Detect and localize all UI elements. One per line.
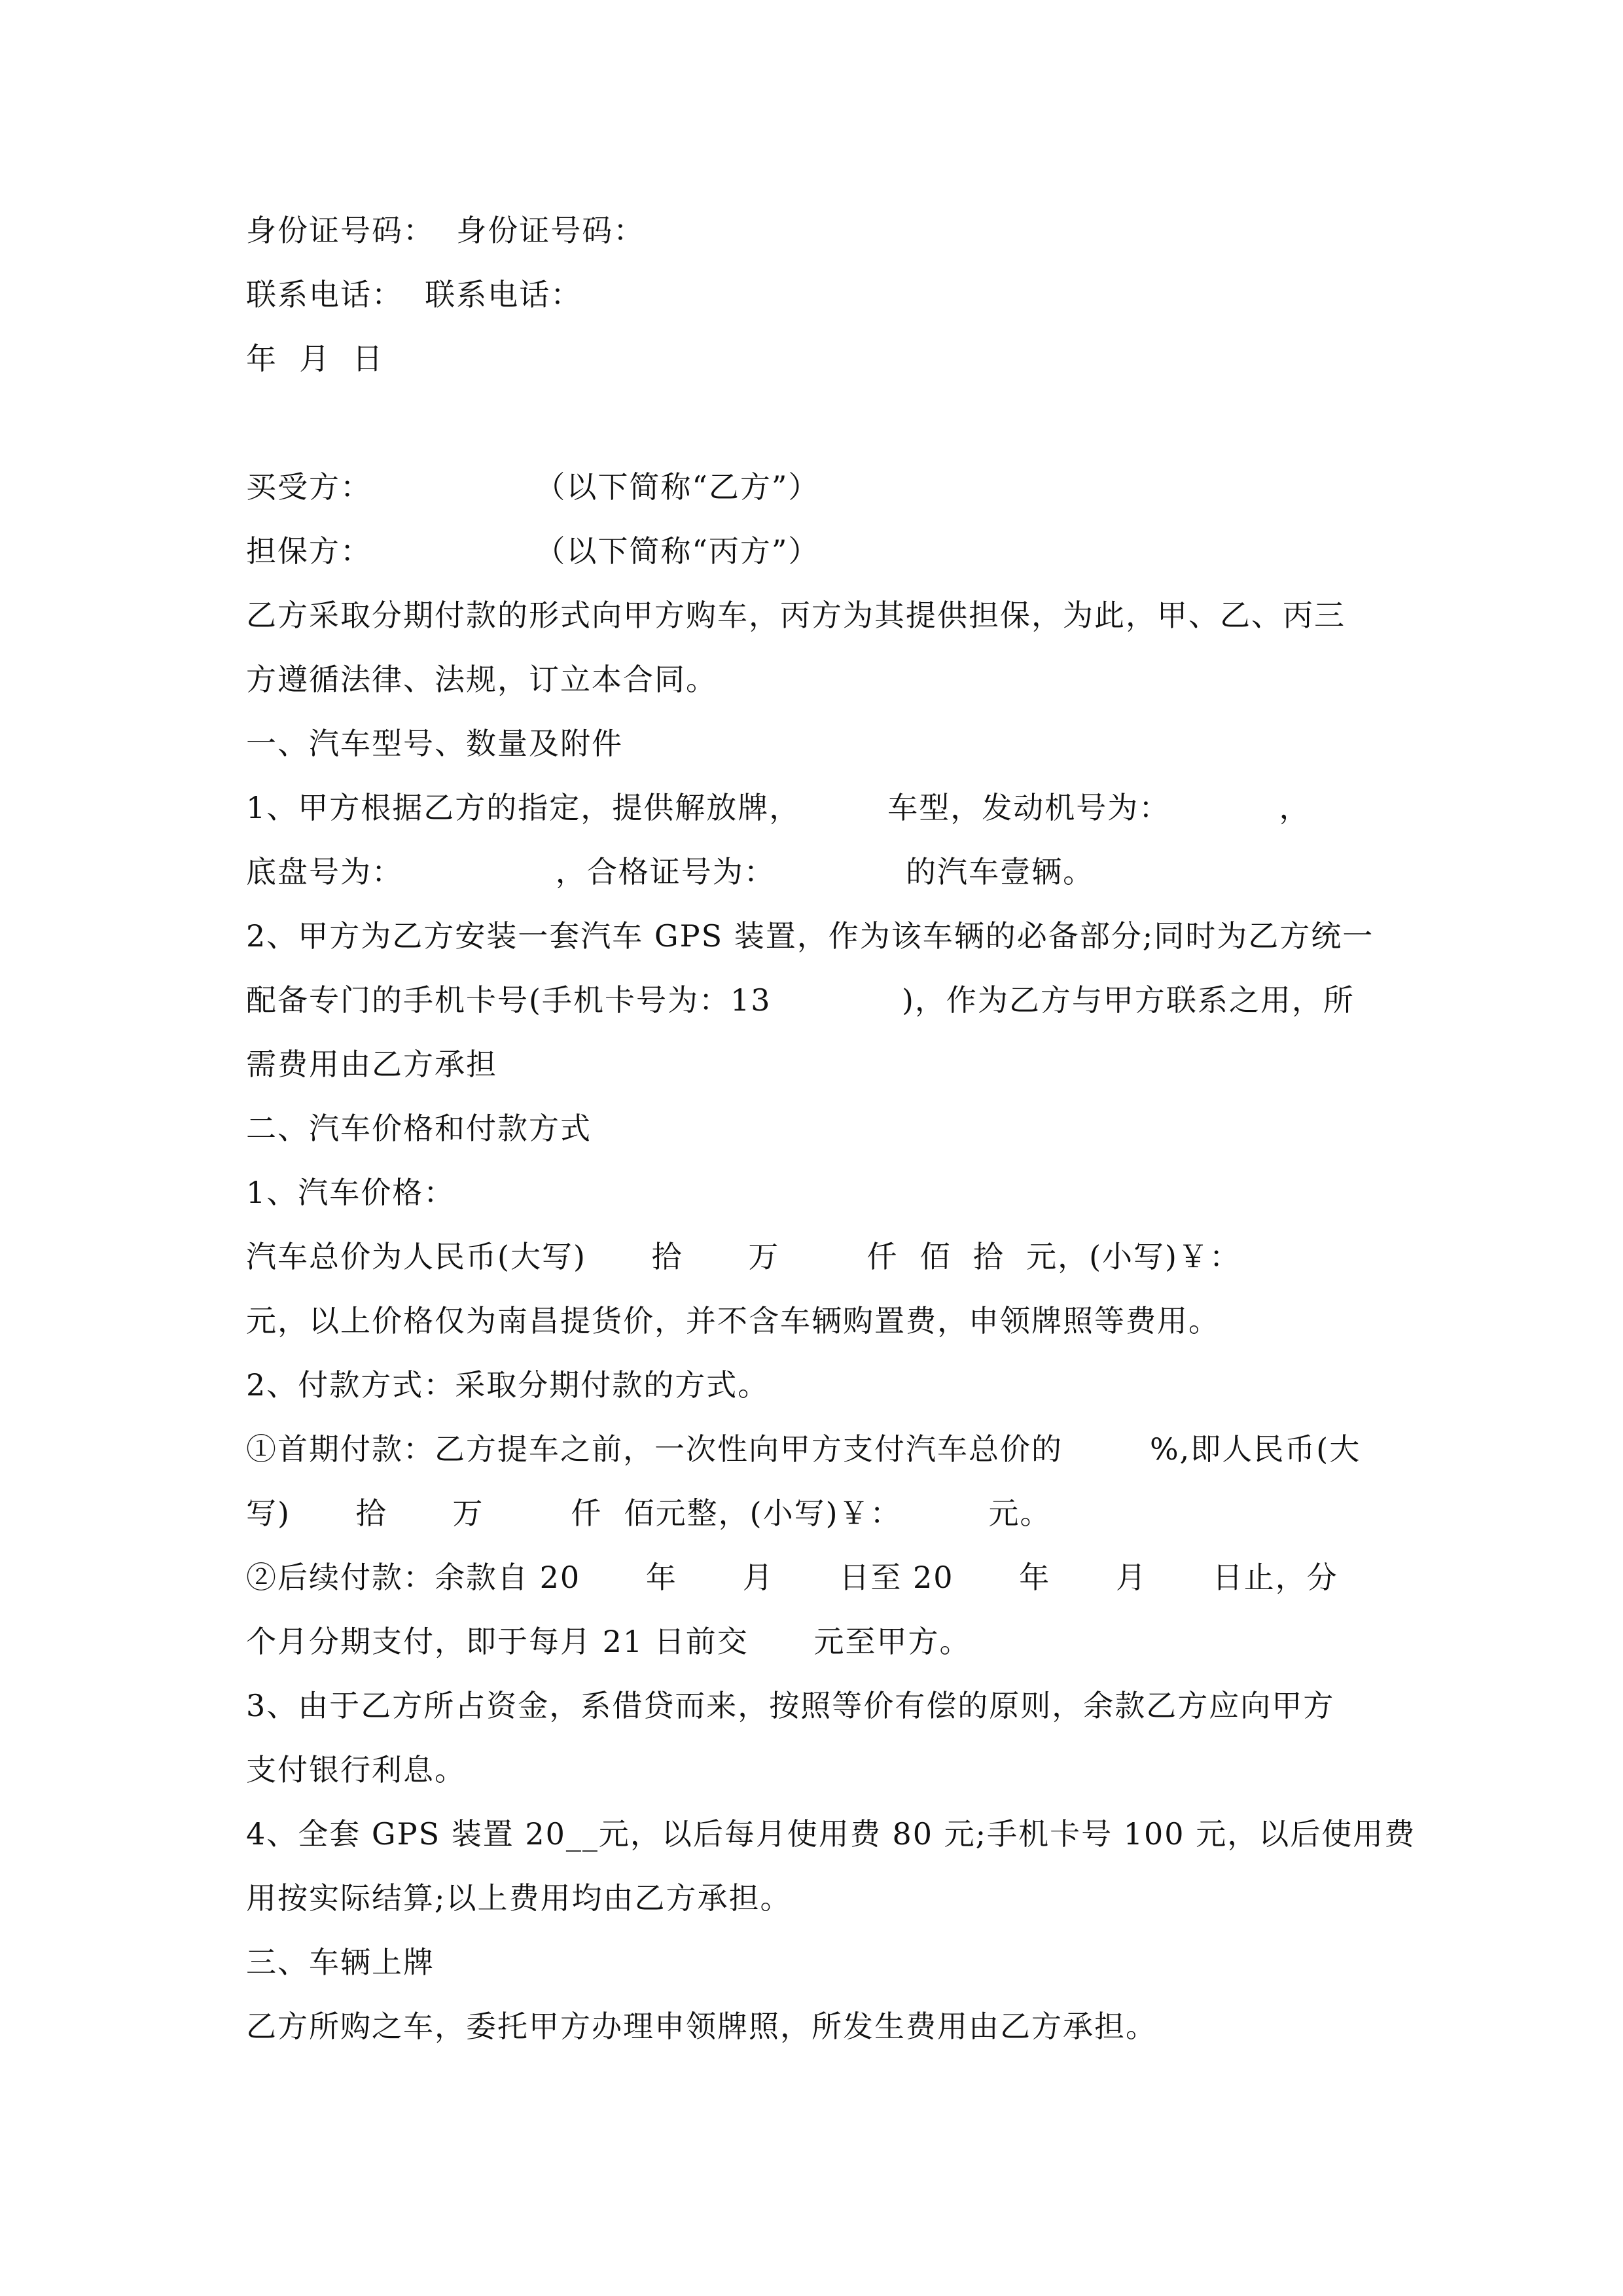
clause-1-1-line-1: 1、甲方根据乙方的指定，提供解放牌， 车型，发动机号为： ，	[246, 790, 1311, 825]
guarantor-line: 担保方： （以下简称“丙方”）	[246, 533, 820, 569]
clause-2-3-line-2: 支付银行利息。	[246, 1752, 466, 1787]
intro-line-1: 乙方采取分期付款的形式向甲方购车，丙方为其提供担保，为此，甲、乙、丙三	[246, 598, 1346, 633]
installment-line-2: 个月分期支付，即于每月 21 日前交 元至甲方。	[246, 1624, 971, 1659]
buyer-line: 买受方： （以下简称“乙方”）	[246, 469, 820, 505]
price-line-2: 元，以上价格仅为南昌提货价，并不含车辆购置费，申领牌照等费用。	[246, 1303, 1220, 1338]
document-body	[246, 198, 1416, 2058]
clause-2-2-title: 2、付款方式：采取分期付款的方式。	[246, 1367, 770, 1403]
blank-line	[246, 391, 1381, 455]
clause-3-text: 乙方所购之车，委托甲方办理申领牌照，所发生费用由乙方承担。	[246, 2009, 1157, 2044]
clause-1-2-line-1: 2、甲方为乙方安装一套汽车 GPS 装置，作为该车辆的必备部分;同时为乙方统一	[246, 918, 1374, 954]
clause-2-3-line-1: 3、由于乙方所占资金，系借贷而来，按照等价有偿的原则，余款乙方应向甲方	[246, 1688, 1335, 1723]
id-number-line: 身份证号码： 身份证号码：	[246, 213, 645, 248]
clause-1-2-line-3: 需费用由乙方承担	[246, 1047, 497, 1082]
intro-line-2: 方遵循法律、法规，订立本合同。	[246, 662, 717, 697]
clause-2-1-title: 1、汽车价格：	[246, 1175, 455, 1210]
down-payment-line-1: ①首期付款：乙方提车之前，一次性向甲方支付汽车总价的 %,即人民币(大	[246, 1431, 1361, 1467]
section-heading-2: 二、汽车价格和付款方式	[246, 1111, 592, 1146]
clause-2-4-line-2: 用按实际结算;以上费用均由乙方承担。	[246, 1880, 792, 1916]
down-payment-line-2: 写) 拾 万 仟 佰元整，(小写)￥： 元。	[246, 1496, 1052, 1531]
clause-1-1-line-2: 底盘号为： ，合格证号为： 的汽车壹辆。	[246, 854, 1095, 889]
section-heading-3: 三、车辆上牌	[246, 1945, 435, 1980]
section-heading-1: 一、汽车型号、数量及附件	[246, 726, 623, 761]
price-line-1: 汽车总价为人民币(大写) 拾 万 仟 佰 拾 元，(小写)￥：	[246, 1239, 1241, 1274]
date-line: 年 月 日	[246, 341, 384, 376]
clause-1-2-line-2: 配备专门的手机卡号(手机卡号为：13 )，作为乙方与甲方联系之用，所	[246, 982, 1355, 1018]
clause-2-4-line-1: 4、全套 GPS 装置 20__元，以后每月使用费 80 元;手机卡号 100 元，以后使用费	[246, 1816, 1416, 1852]
phone-line: 联系电话： 联系电话：	[246, 277, 582, 312]
installment-line-1: ②后续付款：余款自 20 年 月 日至 20 年 月 日止，分	[246, 1560, 1338, 1595]
